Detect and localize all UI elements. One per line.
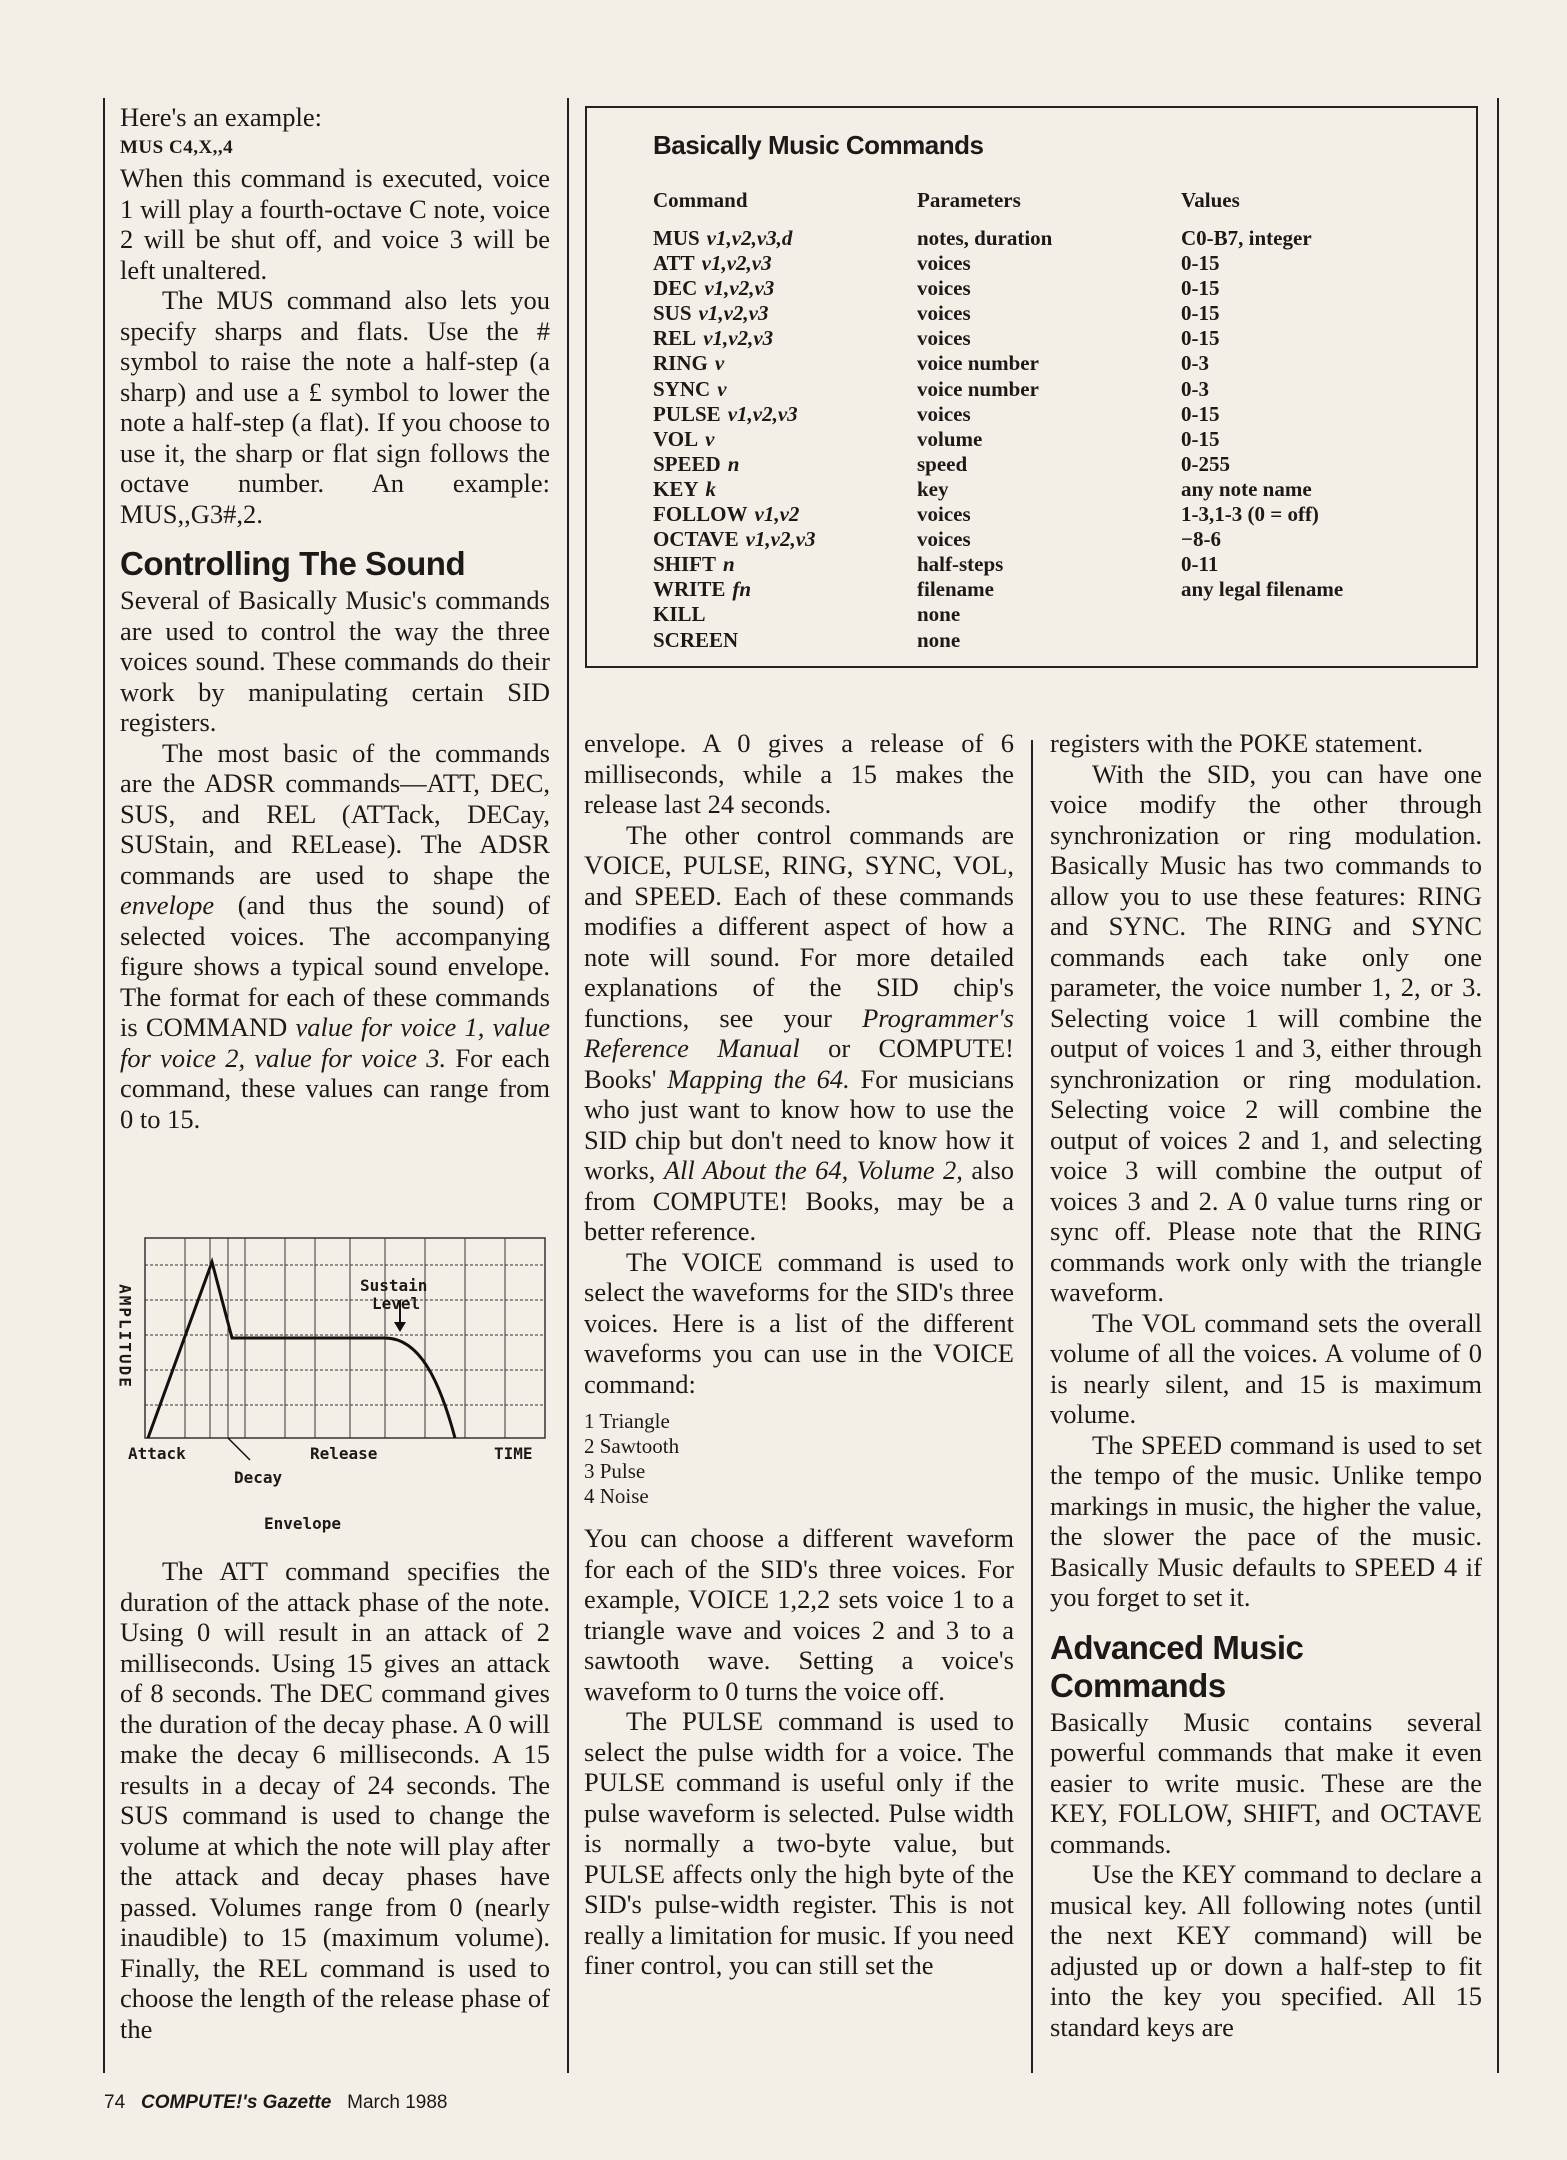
cell-parameters: voices: [917, 276, 971, 301]
cell-parameters: voice number: [917, 376, 1039, 401]
cell-command: [653, 577, 917, 602]
header-command: Command: [653, 188, 748, 212]
decay-label: Decay: [234, 1468, 283, 1487]
table-row: [653, 577, 1453, 602]
amplitude-label: AMPLITUDE: [115, 1284, 135, 1389]
cell-values: 0-255: [1181, 451, 1230, 476]
waveform-list: [584, 1409, 1014, 1509]
section-heading: Advanced Music Commands: [1050, 1628, 1304, 1704]
command-args: v1,v2,v3,d: [706, 226, 793, 250]
table-row: [653, 502, 1453, 527]
cell-values: any note name: [1181, 476, 1312, 501]
sustain-label: Sustain: [360, 1276, 428, 1295]
cell-command: [653, 226, 917, 251]
commands-table: [653, 188, 1453, 653]
command-args: n: [727, 451, 740, 476]
envelope-chart: [110, 1232, 550, 1462]
command-name: FOLLOW: [653, 502, 748, 527]
cell-values: 0-11: [1181, 552, 1219, 577]
paragraph: Use the KEY command to declare a musical key. All following notes (until the next KEY command) will be adjusted up or down a half-step to fit into the key you specified. All 15 standard keys are: [1050, 1859, 1482, 2042]
cell-parameters: voices: [917, 401, 971, 426]
cell-values: any legal filename: [1181, 577, 1344, 602]
column-rule-mid: [567, 98, 569, 2073]
command-args: v1,v2: [754, 502, 800, 527]
cell-command: [653, 628, 917, 653]
cell-command: [653, 301, 917, 326]
column-rule-far-right: [1497, 98, 1499, 2073]
cell-parameters: key: [917, 476, 949, 501]
cell-parameters: filename: [917, 577, 994, 602]
section-heading: Controlling The Sound: [120, 545, 466, 582]
table-row: [653, 326, 1453, 351]
cell-values: 0-15: [1181, 426, 1220, 451]
cell-values: 0-3: [1181, 351, 1209, 376]
cell-parameters: voices: [917, 251, 971, 276]
cell-command: [653, 377, 917, 402]
command-name: ATT: [653, 251, 695, 276]
cell-values: 0-15: [1181, 401, 1220, 426]
table-row: [653, 351, 1453, 376]
table-row: [653, 452, 1453, 477]
list-item: 3 Pulse: [584, 1459, 646, 1483]
cell-parameters: voices: [917, 527, 971, 552]
command-name: PULSE: [653, 401, 721, 426]
cell-command: [653, 402, 917, 427]
column-2: [584, 728, 1014, 1981]
paragraph: The ATT command specifies the duration of the attack phase of the note. Using 0 will result in an attack of 2 milliseconds. Using 15 gives an attack of 8 seconds. The DEC command gives the duration of the decay phase. A 0 will make the decay 6 milliseconds. A 15 results in a decay of 24 seconds. The SUS command is used to change the volume at which the note will play after the attack and decay phases have passed. Volumes range from 0 (nearly inaudible) to 15 (maximum volume). Finally, the REL command is used to choose the length of the release phase of the: [120, 1556, 550, 2044]
table-row: [653, 301, 1453, 326]
cell-values: 1-3,1-3 (0 = off): [1181, 502, 1319, 527]
command-name: SCREEN: [653, 627, 739, 652]
level-label: Level: [372, 1294, 421, 1313]
command-args: v: [705, 426, 715, 451]
table-row: [653, 427, 1453, 452]
command-args: v1,v2,v3: [698, 301, 769, 326]
command-name: DEC: [653, 276, 698, 301]
table-rows: [653, 226, 1453, 653]
paragraph: Several of Basically Music's commands are used to control the way the three voices sound. These commands do their work by manipulating certain SID registers.: [120, 585, 550, 737]
cell-command: [653, 477, 917, 502]
table-row: [653, 602, 1453, 627]
cell-values: [1181, 628, 1453, 653]
cell-parameters: voices: [917, 301, 971, 326]
cell-command: [653, 427, 917, 452]
envelope-figure: [110, 1232, 550, 1542]
header-parameters: Parameters: [917, 188, 1021, 212]
cell-command: [653, 602, 917, 627]
paragraph: When this command is executed, voice 1 will play a fourth-octave C note, voice 2 will be shut off, and voice 3 will be left unaltered.: [120, 163, 550, 285]
cell-parameters: speed: [917, 451, 968, 476]
paragraph: The SPEED command is used to set the tempo of the music. Unlike tempo markings in music, the higher the value, the slower the pace of the music. Basically Music defaults to SPEED 4 if you forget to set it.: [1050, 1429, 1482, 1612]
issue-date: March 1988: [347, 2092, 448, 2113]
command-args: v1,v2,v3: [704, 276, 775, 301]
table-row: [653, 276, 1453, 301]
paragraph: You can choose a different waveform for each of the SID's three voices. For example, VOICE 1,2,2 sets voice 1 to a triangle wave and voices 2 and 3 to a sawtooth wave. Setting a voice's waveform to 0 turns the voice off.: [584, 1523, 1014, 1706]
command-name: SYNC: [653, 376, 711, 401]
column-rule-right: [1031, 740, 1033, 2073]
command-args: n: [723, 552, 735, 577]
command-name: KEY: [653, 476, 699, 501]
cell-command: [653, 351, 917, 376]
table-header: [653, 188, 1453, 216]
command-name: SUS: [653, 301, 692, 326]
header-values: Values: [1181, 188, 1240, 212]
time-label: TIME: [494, 1444, 533, 1463]
cell-command: [653, 552, 917, 577]
table-row: [653, 251, 1453, 276]
command-name: MUS: [653, 226, 700, 250]
command-args: v: [714, 351, 725, 376]
attack-label: Attack: [128, 1444, 186, 1463]
cell-values: 0-3: [1181, 376, 1209, 401]
cell-parameters: half-steps: [917, 552, 1004, 577]
paragraph: The VOL command sets the overall volume of all the voices. A volume of 0 is nearly silent, and 15 is maximum volume.: [1050, 1307, 1482, 1429]
command-name: OCTAVE: [653, 527, 739, 552]
command-name: VOL: [653, 426, 699, 451]
cell-command: [653, 251, 917, 276]
table-row: [653, 477, 1453, 502]
cell-command: [653, 527, 917, 552]
table-title: Basically Music Commands: [653, 130, 984, 160]
paragraph: The VOICE command is used to select the waveforms for the SID's three voices. Here is a list of the different waveforms you can use in the VOICE command:: [584, 1246, 1014, 1399]
cell-values: C0-B7, integer: [1181, 226, 1312, 250]
paragraph: registers with the POKE statement.: [1050, 728, 1424, 758]
intro-text: Here's an example:: [120, 102, 322, 132]
paragraph: The most basic of the commands are the ADSR commands—ATT, DEC, SUS, and REL (ATTack, DECay, SUStain, and RELease). The ADSR commands are used to shape the envelope (and thus the sound) of selected voices. The accompanying figure shows a typical sound envelope. The format for each of these commands is COMMAND value for voice 1, value for voice 2, value for voice 3. For each command, these values can range from 0 to 15.: [120, 737, 550, 1134]
table-row: [653, 628, 1453, 653]
cell-values: [1181, 602, 1453, 627]
list-item: 4 Noise: [584, 1484, 649, 1508]
command-args: k: [705, 476, 717, 501]
column-1: [120, 102, 550, 1134]
cell-parameters: none: [917, 627, 961, 652]
cell-parameters: volume: [917, 426, 983, 451]
command-args: v1,v2,v3: [701, 251, 772, 276]
command-args: v1,v2,v3: [703, 326, 774, 351]
list-item: 1 Triangle: [584, 1409, 670, 1433]
paragraph: The PULSE command is used to select the pulse width for a voice. The PULSE command is useful only if the pulse waveform is selected. Pulse width is normally a two-byte value, but PULSE affects only the high byte of the SID's pulse-width register. This is not really a limitation for music. If you need finer control, you can still set the: [584, 1706, 1014, 1980]
cell-parameters: voice number: [917, 351, 1039, 376]
cell-command: [653, 276, 917, 301]
paragraph: envelope. A 0 gives a release of 6 milliseconds, while a 15 makes the release last 24 seconds.: [584, 728, 1014, 819]
cell-values: 0-15: [1181, 326, 1220, 351]
page-number: 74: [104, 2092, 126, 2113]
table-row: [653, 527, 1453, 552]
table-row: [653, 552, 1453, 577]
cell-parameters: voices: [917, 502, 971, 527]
cell-command: [653, 502, 917, 527]
table-row: [653, 377, 1453, 402]
command-name: SHIFT: [653, 552, 717, 577]
page-footer: [104, 2092, 448, 2114]
cell-values: 0-15: [1181, 276, 1220, 301]
command-args: fn: [732, 577, 752, 602]
table-row: [653, 226, 1453, 251]
command-name: REL: [653, 326, 697, 351]
sustain-arrow-head: [394, 1322, 406, 1332]
command-name: KILL: [653, 602, 706, 627]
paragraph: The MUS command also lets you specify sharps and flats. Use the # symbol to raise the note a half-step (a sharp) and use a £ symbol to lower the note a half-step (a flat). If you choose to use it, the sharp or flat sign follows the octave number. An example: MUS,,G3#,2.: [120, 285, 550, 529]
decay-pointer: [228, 1438, 250, 1460]
column-3: [1050, 728, 1482, 2042]
column-1-bottom: [120, 1556, 550, 2044]
paragraph: With the SID, you can have one voice modify the other through synchronization or ring modulation. Basically Music has two commands to allow you to use these features: RING and SYNC. The RING and SYNC commands each take only one parameter, the voice number 1, 2, or 3. Selecting voice 1 will combine the output of voices 1 and 3, either through synchronization or ring modulation. Selecting voice 2 will combine the output of voices 2 and 1, and selecting voice 3 will combine the output of voices 3 and 2. A 0 value turns ring or sync off. Please note that the RING commands work only with the triangle waveform.: [1050, 758, 1482, 1307]
cell-values: 0-15: [1181, 301, 1220, 326]
cell-values: 0-15: [1181, 251, 1220, 276]
paragraph: Basically Music contains several powerful commands that make it even easier to write music. These are the KEY, FOLLOW, SHIFT, and OCTAVE commands.: [1050, 1706, 1482, 1859]
column-rule-left: [103, 98, 105, 2073]
command-name: RING: [653, 351, 708, 376]
command-args: v: [717, 376, 727, 401]
cell-parameters: none: [917, 602, 961, 627]
cell-parameters: voices: [917, 326, 971, 351]
commands-table-box: [585, 106, 1478, 668]
cell-values: −8-6: [1181, 527, 1221, 552]
cell-command: [653, 452, 917, 477]
command-args: v1,v2,v3: [727, 401, 798, 426]
magazine-name: COMPUTE!'s Gazette: [140, 2092, 332, 2113]
paragraph: The other control commands are VOICE, PULSE, RING, SYNC, VOL, and SPEED. Each of these commands modifies a different aspect of how a note will sound. For more detailed explanations of the SID chip's functions, see your Programmer's Reference Manual or COMPUTE! Books' Mapping the 64. For musicians who just want to know how to use the SID chip but don't need to know how it works, All About the 64, Volume 2, also from COMPUTE! Books, may be a better reference.: [584, 819, 1015, 1246]
cell-parameters: notes, duration: [917, 226, 1053, 250]
command-args: v1,v2,v3: [745, 527, 816, 552]
command-name: SPEED: [653, 451, 721, 476]
example-command: MUS C4,X,,4: [120, 136, 234, 158]
figure-caption: Envelope: [264, 1514, 342, 1533]
table-row: [653, 402, 1453, 427]
list-item: 2 Sawtooth: [584, 1434, 680, 1458]
command-name: WRITE: [653, 577, 726, 602]
release-label: Release: [310, 1444, 378, 1463]
cell-command: [653, 326, 917, 351]
